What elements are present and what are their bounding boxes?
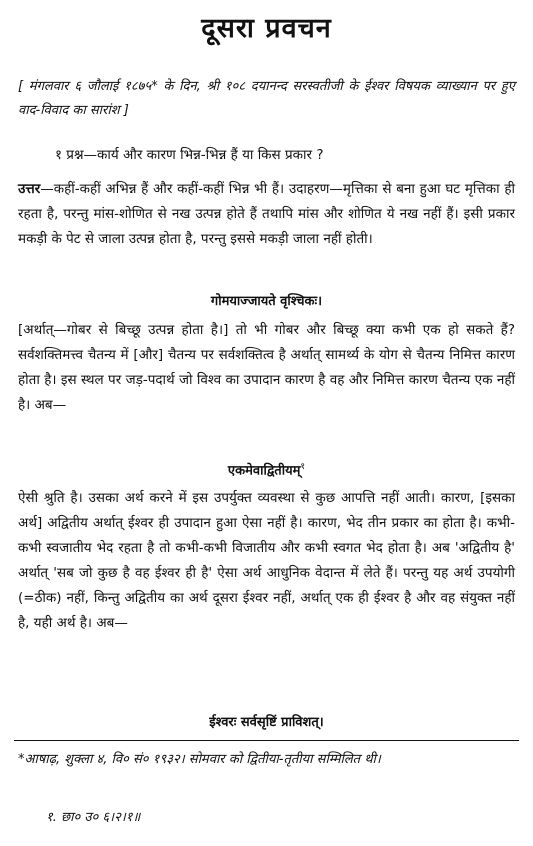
footnote-mark: १ [300,462,306,472]
answer-paragraph [18,177,515,252]
footnote-divider [14,740,519,741]
question-1: १ प्रश्न—कार्य और कारण भिन्न-भिन्न हैं या किस प्रकार ? [55,147,324,163]
footnote-date: *आषाढ़, शुक्ला ४, वि० सं० १९३२। सोमवार को द्वितीया-तृतीया सम्मिलित थी। [18,752,381,767]
paragraph-2: [अर्थात्—गोबर से बिच्छू उत्पन्न होता है।] तो भी गोबर और बिच्छू क्या कभी एक हो सकते हैं? सर्वशक्तिमत्त्व चैतन्य में [और] चैतन्य पर सर्वशक्तित्व है अर्थात् सामर्थ्य के योग से चैतन्य निमित्त कारण होता है। इस स्थल पर जड़-पदार्थ जो विश्व का उपादान कारण है वह और निमित्त कारण चैतन्य एक नहीं है। अब— [18,322,515,413]
footnote-reference: १. छा० उ० ६।२।१॥ [46,810,141,825]
verse-2-text: एकमेवाद्वितीयम् [227,463,301,479]
verse-gomaya: गोमयाज्जायते वृश्चिकः। [210,294,323,309]
chapter-title: दूसरा प्रवचन [201,13,332,44]
paragraph-3: ऐसी श्रुति है। उसका अर्थ करने में इस उपर्युक्त व्यवस्था से कुछ आपत्ति नहीं आती। कारण, [इसका अर्थ] अद्वितीय अर्थात् ईश्वर ही उपादान हुआ ऐसा नहीं है। कारण, भेद तीन प्रकार का होता है। कभी-कभी स्वजातीय भेद रहता है तो कभी-कभी विजातीय और कभी स्वगत भेद होता है। अब 'अद्वितीय है' अर्थात् 'सब जो कुछ है वह ईश्वर ही है' ऐसा अर्थ आधुनिक वेदान्त में लेते हैं। परन्तु यह अर्थ उपयोगी (=ठीक) नहीं, किन्तु अद्वितीय का अर्थ दूसरा ईश्वर नहीं, अर्थात् एक ही ईश्वर है और वह संयुक्त नहीं है, यही अर्थ है। अब— [18,490,515,631]
answer-text: —कहीं-कहीं अभिन्न हैं और कहीं-कहीं भिन्न भी हैं। उदाहरण—मृत्तिका से बना हुआ घट मृत्तिका ही रहता है, परन्तु मांस-शोणित से नख उत्पन्न होते हैं तथापि मांस और शोणित ये नख नहीं हैं। इसी प्रकार मकड़ी के पेट से जाला उत्पन्न होता है, परन्तु इससे मकड़ी जाला नहीं होती। [18,181,515,247]
verse-ishvarah: ईश्वरः सर्वसृष्टिं प्राविशत्। [209,715,324,730]
verse-ekamevadvitiyam [0,459,533,478]
answer-label: उत्तर [18,181,41,197]
intro-note: [ मंगलवार ६ जौलाई १८७५* के दिन, श्री १०८ दयानन्द सरस्वतीजी के ईश्वर विषयक व्याख्यान पर हुए वाद-विवाद का सारांश ] [18,79,515,118]
